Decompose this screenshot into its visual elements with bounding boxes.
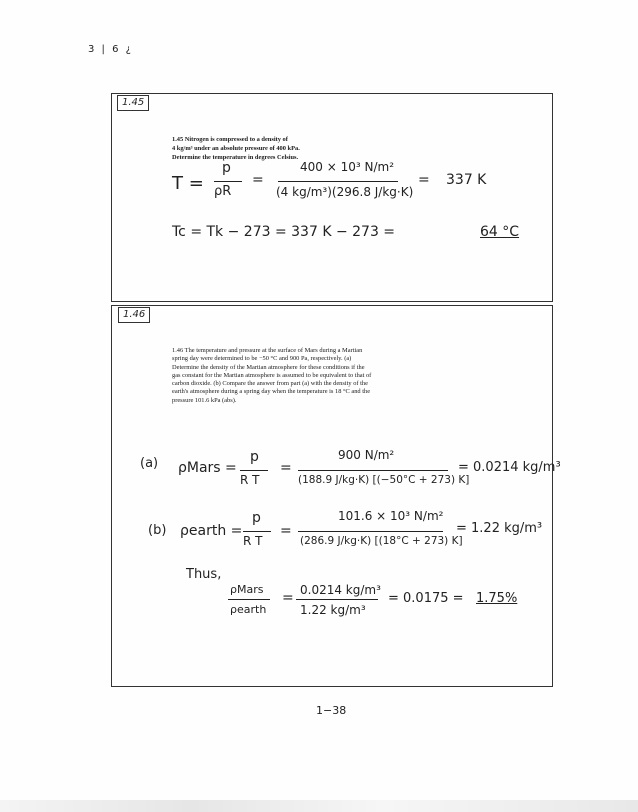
ratio-numerator-symbol: ρMars	[230, 583, 264, 596]
fraction-bar-p-rhoR	[214, 181, 242, 182]
numerator-145: 400 × 10³ N/m²	[300, 160, 395, 174]
part-b-numerator: 101.6 × 10³ N/m²	[338, 509, 444, 523]
page-number: 1−38	[316, 704, 347, 717]
equals-sign: =	[280, 523, 292, 539]
fraction-bar-b	[298, 531, 443, 532]
ratio-denominator-symbol: ρearth	[230, 603, 267, 616]
equals-sign: =	[282, 590, 294, 606]
problem-145-tab: 1.45	[117, 95, 149, 111]
problem-145-statement-line1: 1.45 Nitrogen is compressed to a density of	[172, 136, 288, 143]
denominator-145: (4 kg/m³)(296.8 J/kg·K)	[276, 185, 414, 199]
equals-sign: =	[252, 172, 264, 188]
pressure-symbol: p	[222, 160, 231, 176]
page-tag: 3 | 6 ¿	[88, 44, 133, 55]
ratio-numerator: 0.0214 kg/m³	[300, 583, 381, 597]
problem-146-tab: 1.46	[118, 307, 150, 323]
fraction-bar-ratio-symbols	[228, 599, 270, 600]
scan-edge	[0, 800, 638, 812]
part-a-label: (a)	[140, 456, 159, 471]
part-a-result: = 0.0214 kg/m³	[458, 460, 561, 475]
equals-sign: =	[418, 172, 430, 188]
problem-146-statement: 1.46 The temperature and pressure at the surface of Mars during a Martian spring day were determined to be −50 °C and 900 Pa, respectively. (a) Determine the density of the Martian atmosphere for these conditions if the gas constant for the Martian atmosphere is assumed to be equivalent to that of carbon dioxide. (b) Compare the answer from part (a) with the density of the earth's atmosphere during a spring day when the temperature is 18 °C and the pressure 101.6 kPa (abs).	[172, 347, 372, 404]
rho-mars-lhs: ρMars =	[178, 460, 237, 476]
part-b-denominator: (286.9 J/kg·K) [(18°C + 273) K]	[300, 535, 463, 547]
part-b-label: (b)	[148, 523, 167, 538]
celsius-conversion: Tc = Tk − 273 = 337 K − 273 =	[172, 224, 396, 240]
result-kelvin: 337 K	[446, 172, 487, 188]
ratio-denominator: 1.22 kg/m³	[300, 603, 366, 617]
rho-earth-lhs: ρearth =	[180, 523, 243, 539]
ratio-value: = 0.0175 =	[388, 591, 464, 606]
fraction-bar-b-pRT	[243, 531, 271, 532]
part-a-denominator: (188.9 J/kg·K) [(−50°C + 273) K]	[298, 474, 470, 486]
part-a-numerator: 900 N/m²	[338, 448, 395, 462]
fraction-bar-a-pRT	[240, 470, 268, 471]
equals-sign: =	[280, 460, 292, 476]
part-a-p: p	[250, 449, 259, 465]
part-a-rt: R T	[240, 473, 260, 487]
result-celsius: 64 °C	[480, 224, 520, 240]
problem-145-statement-line2: 4 kg/m³ under an absolute pressure of 400 kPa.	[172, 145, 300, 152]
rho-r-symbol: ρR	[214, 184, 232, 199]
part-b-rt: R T	[243, 534, 263, 548]
fraction-bar-ratio	[296, 599, 378, 600]
thus-label: Thus,	[186, 567, 222, 582]
problem-145-statement-line3: Determine the temperature in degrees Celsius.	[172, 154, 299, 161]
temperature-lhs: T =	[172, 173, 204, 194]
fraction-bar-a	[298, 470, 448, 471]
part-b-p: p	[252, 510, 261, 526]
part-b-result: = 1.22 kg/m³	[456, 521, 543, 536]
ratio-result: 1.75%	[476, 591, 518, 606]
fraction-bar-145	[278, 181, 398, 182]
